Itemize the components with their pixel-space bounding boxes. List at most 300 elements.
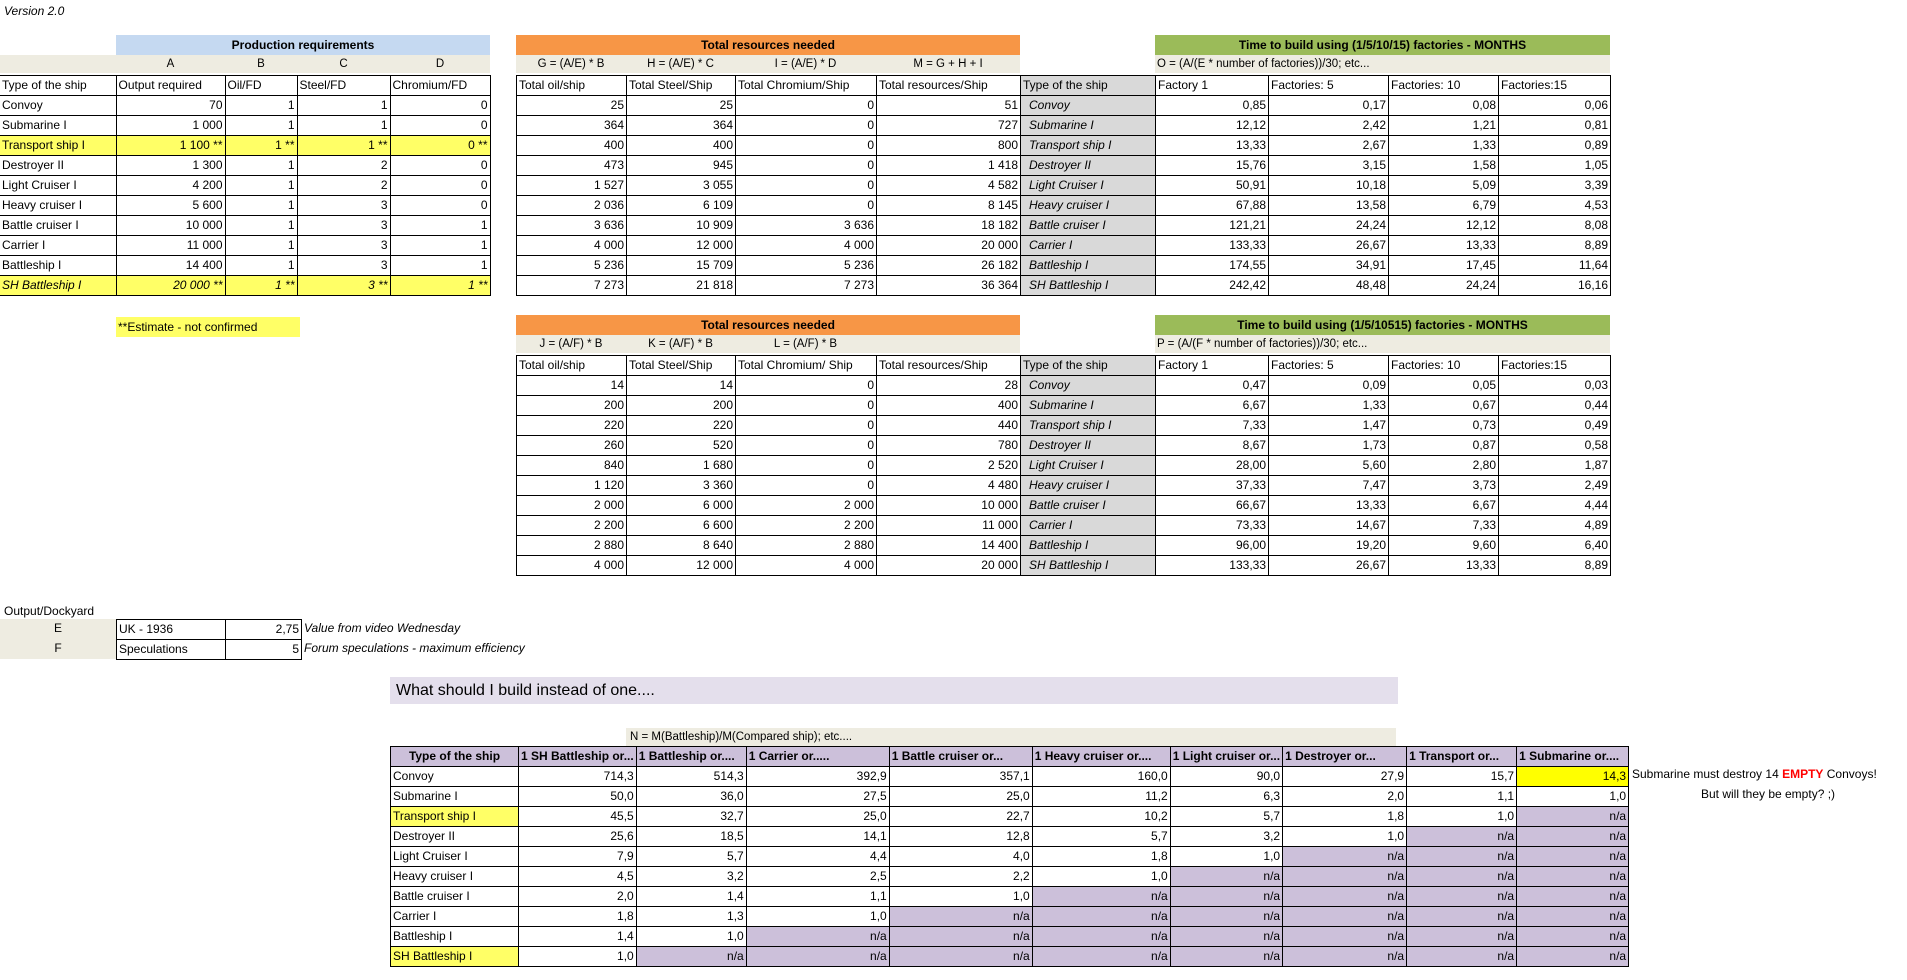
cell-output[interactable]: 20 000 ** — [116, 276, 225, 296]
cell-steel[interactable]: 2 — [297, 156, 390, 176]
time-cell[interactable]: 0,81 — [1499, 116, 1611, 136]
compare-cell[interactable]: n/a — [1407, 947, 1517, 967]
resource-cell[interactable]: 0 — [736, 456, 877, 476]
resource-cell[interactable]: 10 909 — [627, 216, 736, 236]
time-cell[interactable]: 96,00 — [1156, 536, 1269, 556]
compare-cell[interactable]: n/a — [1407, 907, 1517, 927]
resource-cell[interactable]: 3 636 — [517, 216, 627, 236]
resource-cell[interactable]: 200 — [627, 396, 736, 416]
compare-cell[interactable]: n/a — [746, 947, 889, 967]
time-cell[interactable]: 5,09 — [1389, 176, 1499, 196]
compare-cell[interactable]: 25,6 — [519, 827, 637, 847]
time-cell[interactable]: 12,12 — [1389, 216, 1499, 236]
resource-cell[interactable]: 4 000 — [736, 236, 877, 256]
resource-cell[interactable]: 4 480 — [877, 476, 1021, 496]
resource-cell[interactable]: 0 — [736, 436, 877, 456]
compare-cell[interactable]: n/a — [1517, 867, 1629, 887]
ship-name: Transport ship I — [0, 136, 116, 156]
compare-cell[interactable]: 160,0 — [1032, 767, 1170, 787]
resource-cell[interactable]: 28 — [877, 376, 1021, 396]
time-cell[interactable]: 9,60 — [1389, 536, 1499, 556]
compare-cell[interactable]: 2,2 — [889, 867, 1032, 887]
compare-cell[interactable]: n/a — [1032, 947, 1170, 967]
resource-cell[interactable]: 2 520 — [877, 456, 1021, 476]
cell-steel[interactable]: 1 — [297, 116, 390, 136]
compare-cell[interactable]: 90,0 — [1170, 767, 1282, 787]
compare-cell[interactable]: n/a — [1407, 927, 1517, 947]
compare-cell[interactable]: 1,1 — [746, 887, 889, 907]
cell-steel[interactable]: 3 — [297, 256, 390, 276]
compare-cell[interactable]: 3,2 — [636, 867, 746, 887]
compare-cell[interactable]: 1,0 — [1517, 787, 1629, 807]
resource-cell[interactable]: 14 400 — [877, 536, 1021, 556]
resource-cell[interactable]: 11 000 — [877, 516, 1021, 536]
time-cell[interactable]: 8,08 — [1499, 216, 1611, 236]
resource-cell[interactable]: 400 — [877, 396, 1021, 416]
compare-cell[interactable]: 1,1 — [1407, 787, 1517, 807]
compare-cell[interactable]: 1,0 — [1170, 847, 1282, 867]
compare-cell[interactable]: 4,4 — [746, 847, 889, 867]
cell-output[interactable]: 14 400 — [116, 256, 225, 276]
compare-cell[interactable]: n/a — [1032, 887, 1170, 907]
compare-cell[interactable]: n/a — [889, 947, 1032, 967]
resource-cell[interactable]: 1 418 — [877, 156, 1021, 176]
resource-cell[interactable]: 0 — [736, 116, 877, 136]
resource-cell[interactable]: 200 — [517, 396, 627, 416]
time-cell[interactable]: 6,67 — [1156, 396, 1269, 416]
resource-cell[interactable]: 0 — [736, 176, 877, 196]
compare-cell[interactable]: n/a — [1517, 947, 1629, 967]
time-cell[interactable]: 11,64 — [1499, 256, 1611, 276]
cell-oil[interactable]: 1 — [225, 156, 297, 176]
time-cell[interactable]: 7,33 — [1156, 416, 1269, 436]
compare-cell[interactable]: 4,0 — [889, 847, 1032, 867]
time-cell[interactable]: 0,47 — [1156, 376, 1269, 396]
resource-cell[interactable]: 10 000 — [877, 496, 1021, 516]
time-cell[interactable]: 13,58 — [1269, 196, 1389, 216]
resource-cell[interactable]: 1 527 — [517, 176, 627, 196]
resource-cell[interactable]: 2 000 — [517, 496, 627, 516]
cell-output[interactable]: 1 000 — [116, 116, 225, 136]
compare-cell[interactable]: n/a — [1170, 867, 1282, 887]
compare-cell[interactable]: 1,0 — [1407, 807, 1517, 827]
cell-output[interactable]: 4 200 — [116, 176, 225, 196]
time-cell[interactable]: 13,33 — [1156, 136, 1269, 156]
resource-cell[interactable]: 25 — [517, 96, 627, 116]
resource-cell[interactable]: 14 — [517, 376, 627, 396]
compare-cell[interactable]: n/a — [1283, 887, 1407, 907]
time-cell[interactable]: 4,44 — [1499, 496, 1611, 516]
resource-cell[interactable]: 3 636 — [736, 216, 877, 236]
cell-chrom[interactable]: 0 — [390, 196, 490, 216]
time-cell[interactable]: 3,73 — [1389, 476, 1499, 496]
compare-cell[interactable]: 1,0 — [746, 907, 889, 927]
resource-cell[interactable]: 400 — [517, 136, 627, 156]
compare-cell[interactable]: 36,0 — [636, 787, 746, 807]
resource-cell[interactable]: 7 273 — [736, 276, 877, 296]
resource-cell[interactable]: 4 000 — [736, 556, 877, 576]
time-cell[interactable]: 0,67 — [1389, 396, 1499, 416]
time-cell[interactable]: 67,88 — [1156, 196, 1269, 216]
resource-cell[interactable]: 473 — [517, 156, 627, 176]
compare-cell[interactable]: n/a — [1170, 947, 1282, 967]
time-cell[interactable]: 1,33 — [1389, 136, 1499, 156]
resource-cell[interactable]: 400 — [627, 136, 736, 156]
time-cell[interactable]: 26,67 — [1269, 236, 1389, 256]
compare-cell[interactable]: n/a — [1283, 947, 1407, 967]
compare-cell[interactable]: 357,1 — [889, 767, 1032, 787]
time-cell[interactable]: 133,33 — [1156, 556, 1269, 576]
resource-cell[interactable]: 0 — [736, 156, 877, 176]
time-cell[interactable]: 242,42 — [1156, 276, 1269, 296]
time-cell[interactable]: 2,67 — [1269, 136, 1389, 156]
time-cell[interactable]: 6,40 — [1499, 536, 1611, 556]
resource-cell[interactable]: 2 200 — [736, 516, 877, 536]
compare-cell[interactable]: 714,3 — [519, 767, 637, 787]
compare-cell[interactable]: 1,4 — [519, 927, 637, 947]
compare-cell[interactable]: 1,0 — [1283, 827, 1407, 847]
resource-cell[interactable]: 364 — [627, 116, 736, 136]
compare-cell[interactable]: n/a — [1283, 847, 1407, 867]
compare-cell[interactable]: 1,8 — [1283, 807, 1407, 827]
time-cell[interactable]: 24,24 — [1269, 216, 1389, 236]
compare-cell[interactable]: 1,4 — [636, 887, 746, 907]
resource-cell[interactable]: 6 109 — [627, 196, 736, 216]
time-cell[interactable]: 8,89 — [1499, 556, 1611, 576]
compare-cell[interactable]: 15,7 — [1407, 767, 1517, 787]
resource-cell[interactable]: 727 — [877, 116, 1021, 136]
resource-cell[interactable]: 2 880 — [517, 536, 627, 556]
time-cell[interactable]: 19,20 — [1269, 536, 1389, 556]
compare-cell[interactable]: 18,5 — [636, 827, 746, 847]
cell-chrom[interactable]: 0 — [390, 156, 490, 176]
cell-oil[interactable]: 1 — [225, 196, 297, 216]
time-cell[interactable]: 0,89 — [1499, 136, 1611, 156]
time-cell[interactable]: 1,05 — [1499, 156, 1611, 176]
time-cell[interactable]: 133,33 — [1156, 236, 1269, 256]
time-cell[interactable]: 12,12 — [1156, 116, 1269, 136]
time-cell[interactable]: 0,05 — [1389, 376, 1499, 396]
compare-cell[interactable]: n/a — [1517, 827, 1629, 847]
compare-cell[interactable]: n/a — [1170, 927, 1282, 947]
cell-steel[interactable]: 1 ** — [297, 136, 390, 156]
compare-cell[interactable]: 14,3 — [1517, 767, 1629, 787]
resource-cell[interactable]: 364 — [517, 116, 627, 136]
cell-steel[interactable]: 3 — [297, 236, 390, 256]
compare-cell[interactable]: n/a — [1032, 927, 1170, 947]
resource-cell[interactable]: 3 055 — [627, 176, 736, 196]
compare-cell[interactable]: 12,8 — [889, 827, 1032, 847]
resource-cell[interactable]: 0 — [736, 396, 877, 416]
compare-cell[interactable]: n/a — [1517, 807, 1629, 827]
time-cell[interactable]: 121,21 — [1156, 216, 1269, 236]
time-cell[interactable]: 3,39 — [1499, 176, 1611, 196]
cell-chrom[interactable]: 0 ** — [390, 136, 490, 156]
cell-oil[interactable]: 1 ** — [225, 276, 297, 296]
cell-oil[interactable]: 1 ** — [225, 136, 297, 156]
compare-cell[interactable]: 5,7 — [1032, 827, 1170, 847]
time-cell[interactable]: 28,00 — [1156, 456, 1269, 476]
time-cell[interactable]: 66,67 — [1156, 496, 1269, 516]
compare-cell[interactable]: 1,0 — [1032, 867, 1170, 887]
time-cell[interactable]: 0,09 — [1269, 376, 1389, 396]
resource-cell[interactable]: 5 236 — [736, 256, 877, 276]
cell-chrom[interactable]: 1 — [390, 256, 490, 276]
resource-cell[interactable]: 15 709 — [627, 256, 736, 276]
time-cell[interactable]: 0,49 — [1499, 416, 1611, 436]
resource-cell[interactable]: 12 000 — [627, 556, 736, 576]
compare-cell[interactable]: 25,0 — [746, 807, 889, 827]
resource-cell[interactable]: 6 600 — [627, 516, 736, 536]
time-cell[interactable]: 7,33 — [1389, 516, 1499, 536]
resource-cell[interactable]: 0 — [736, 196, 877, 216]
time-cell[interactable]: 1,33 — [1269, 396, 1389, 416]
compare-cell[interactable]: 392,9 — [746, 767, 889, 787]
resource-cell[interactable]: 18 182 — [877, 216, 1021, 236]
cell-steel[interactable]: 3 — [297, 196, 390, 216]
resource-cell[interactable]: 800 — [877, 136, 1021, 156]
cell-steel[interactable]: 3 — [297, 216, 390, 236]
time-cell[interactable]: 34,91 — [1269, 256, 1389, 276]
resource-cell[interactable]: 0 — [736, 376, 877, 396]
resource-cell[interactable]: 2 000 — [736, 496, 877, 516]
time-cell[interactable]: 1,47 — [1269, 416, 1389, 436]
resource-cell[interactable]: 26 182 — [877, 256, 1021, 276]
resource-cell[interactable]: 945 — [627, 156, 736, 176]
compare-cell[interactable]: n/a — [636, 947, 746, 967]
resource-cell[interactable]: 220 — [517, 416, 627, 436]
compare-cell[interactable]: 3,2 — [1170, 827, 1282, 847]
resource-cell[interactable]: 1 680 — [627, 456, 736, 476]
compare-cell[interactable]: n/a — [1407, 847, 1517, 867]
resource-cell[interactable]: 8 145 — [877, 196, 1021, 216]
resource-cell[interactable]: 4 582 — [877, 176, 1021, 196]
cell-steel[interactable]: 2 — [297, 176, 390, 196]
compare-cell[interactable]: n/a — [1283, 867, 1407, 887]
time-cell[interactable]: 48,48 — [1269, 276, 1389, 296]
resource-cell[interactable]: 0 — [736, 96, 877, 116]
resource-cell[interactable]: 220 — [627, 416, 736, 436]
dockyard-value[interactable]: 5 — [226, 640, 302, 660]
compare-cell[interactable]: 32,7 — [636, 807, 746, 827]
cell-steel[interactable]: 3 ** — [297, 276, 390, 296]
resource-cell[interactable]: 4 000 — [517, 236, 627, 256]
cell-oil[interactable]: 1 — [225, 256, 297, 276]
resource-cell[interactable]: 1 120 — [517, 476, 627, 496]
compare-cell[interactable]: n/a — [1407, 887, 1517, 907]
time-cell[interactable]: 0,06 — [1499, 96, 1611, 116]
resource-cell[interactable]: 25 — [627, 96, 736, 116]
time-cell[interactable]: 15,76 — [1156, 156, 1269, 176]
time-cell[interactable]: 6,67 — [1389, 496, 1499, 516]
cell-output[interactable]: 1 300 — [116, 156, 225, 176]
cell-chrom[interactable]: 1 — [390, 236, 490, 256]
resource-cell[interactable]: 51 — [877, 96, 1021, 116]
time-cell[interactable]: 8,67 — [1156, 436, 1269, 456]
compare-cell[interactable]: n/a — [1032, 907, 1170, 927]
ship-name: Light Cruiser I — [391, 847, 519, 867]
compare-cell[interactable]: 4,5 — [519, 867, 637, 887]
resource-cell[interactable]: 4 000 — [517, 556, 627, 576]
compare-cell[interactable]: n/a — [1407, 867, 1517, 887]
formula-j: J = (A/F) * B — [539, 338, 603, 350]
time-cell[interactable]: 13,33 — [1269, 496, 1389, 516]
cell-oil[interactable]: 1 — [225, 236, 297, 256]
compare-cell[interactable]: 50,0 — [519, 787, 637, 807]
compare-cell[interactable]: n/a — [889, 927, 1032, 947]
compare-cell[interactable]: 1,8 — [519, 907, 637, 927]
resource-cell[interactable]: 2 200 — [517, 516, 627, 536]
compare-cell[interactable]: 5,7 — [1170, 807, 1282, 827]
compare-cell[interactable]: 1,8 — [1032, 847, 1170, 867]
compare-cell[interactable]: 5,7 — [636, 847, 746, 867]
cell-output[interactable]: 1 100 ** — [116, 136, 225, 156]
resource-cell[interactable]: 0 — [736, 136, 877, 156]
resource-cell[interactable]: 20 000 — [877, 236, 1021, 256]
remark-part1: Submarine must destroy 14 — [1632, 767, 1783, 781]
compare-cell[interactable]: n/a — [1517, 927, 1629, 947]
time-cell[interactable]: 1,21 — [1389, 116, 1499, 136]
cell-output[interactable]: 10 000 — [116, 216, 225, 236]
time-cell[interactable]: 24,24 — [1389, 276, 1499, 296]
compare-cell[interactable]: n/a — [1170, 887, 1282, 907]
cell-oil[interactable]: 1 — [225, 176, 297, 196]
time-cell[interactable]: 10,18 — [1269, 176, 1389, 196]
cell-chrom[interactable]: 0 — [390, 96, 490, 116]
resource-cell[interactable]: 7 273 — [517, 276, 627, 296]
time-cell[interactable]: 3,15 — [1269, 156, 1389, 176]
time-cell[interactable]: 16,16 — [1499, 276, 1611, 296]
compare-cell[interactable]: n/a — [1170, 907, 1282, 927]
cell-steel[interactable]: 1 — [297, 96, 390, 116]
compare-cell[interactable]: 25,0 — [889, 787, 1032, 807]
resource-cell[interactable]: 0 — [736, 416, 877, 436]
compare-cell[interactable]: n/a — [1283, 927, 1407, 947]
time-cell[interactable]: 4,89 — [1499, 516, 1611, 536]
resource-cell[interactable]: 3 360 — [627, 476, 736, 496]
resource-cell[interactable]: 5 236 — [517, 256, 627, 276]
time-cell[interactable]: 1,87 — [1499, 456, 1611, 476]
cell-output[interactable]: 11 000 — [116, 236, 225, 256]
time-cell[interactable]: 7,47 — [1269, 476, 1389, 496]
time-cell[interactable]: 73,33 — [1156, 516, 1269, 536]
time-cell[interactable]: 13,33 — [1389, 556, 1499, 576]
resource-cell[interactable]: 21 818 — [627, 276, 736, 296]
resource-cell[interactable]: 260 — [517, 436, 627, 456]
time-cell[interactable]: 0,73 — [1389, 416, 1499, 436]
time-cell[interactable]: 4,53 — [1499, 196, 1611, 216]
time-cell[interactable]: 0,44 — [1499, 396, 1611, 416]
time-row — [1021, 556, 1611, 576]
resource-cell[interactable]: 780 — [877, 436, 1021, 456]
resource-cell[interactable]: 12 000 — [627, 236, 736, 256]
time-cell[interactable]: 13,33 — [1389, 236, 1499, 256]
compare-cell[interactable]: 27,9 — [1283, 767, 1407, 787]
compare-cell[interactable]: n/a — [1517, 847, 1629, 867]
cell-chrom[interactable]: 0 — [390, 176, 490, 196]
time-cell[interactable]: 8,89 — [1499, 236, 1611, 256]
compare-cell[interactable]: 514,3 — [636, 767, 746, 787]
compare-cell[interactable]: 1,0 — [889, 887, 1032, 907]
resource-cell[interactable]: 440 — [877, 416, 1021, 436]
compare-cell[interactable]: 11,2 — [1032, 787, 1170, 807]
compare-cell[interactable]: 2,0 — [519, 887, 637, 907]
resource-cell[interactable]: 8 640 — [627, 536, 736, 556]
col-type: Type of the ship — [0, 76, 116, 96]
resource-cell[interactable]: 6 000 — [627, 496, 736, 516]
resource-cell[interactable]: 2 036 — [517, 196, 627, 216]
dockyard-value[interactable]: 2,75 — [226, 620, 302, 640]
compare-cell[interactable]: n/a — [1407, 827, 1517, 847]
time-cell[interactable]: 5,60 — [1269, 456, 1389, 476]
compare-cell[interactable]: 1,0 — [636, 927, 746, 947]
cell-oil[interactable]: 1 — [225, 96, 297, 116]
resource-cell[interactable]: 20 000 — [877, 556, 1021, 576]
cell-chrom[interactable]: 0 — [390, 116, 490, 136]
time-cell[interactable]: 14,67 — [1269, 516, 1389, 536]
compare-cell[interactable]: 2,5 — [746, 867, 889, 887]
time-cell[interactable]: 0,08 — [1389, 96, 1499, 116]
cell-output[interactable]: 5 600 — [116, 196, 225, 216]
time-cell[interactable]: 6,79 — [1389, 196, 1499, 216]
time-cell[interactable]: 0,87 — [1389, 436, 1499, 456]
compare-cell[interactable]: 14,1 — [746, 827, 889, 847]
compare-cell[interactable]: n/a — [1283, 907, 1407, 927]
time-cell[interactable]: 2,80 — [1389, 456, 1499, 476]
ship-name: Heavy cruiser I — [0, 196, 116, 216]
compare-cell[interactable]: 6,3 — [1170, 787, 1282, 807]
time-cell[interactable]: 0,03 — [1499, 376, 1611, 396]
cell-chrom[interactable]: 1 — [390, 216, 490, 236]
col-factories-15: Factories:15 — [1499, 76, 1611, 96]
compare-cell[interactable]: n/a — [1517, 887, 1629, 907]
compare-cell[interactable]: n/a — [1517, 907, 1629, 927]
compare-cell[interactable]: 27,5 — [746, 787, 889, 807]
cell-chrom[interactable]: 1 ** — [390, 276, 490, 296]
time-cell[interactable]: 0,17 — [1269, 96, 1389, 116]
compare-cell[interactable]: 7,9 — [519, 847, 637, 867]
cell-output[interactable]: 70 — [116, 96, 225, 116]
compare-cell[interactable]: 2,0 — [1283, 787, 1407, 807]
time-cell[interactable]: 1,73 — [1269, 436, 1389, 456]
resource-cell[interactable]: 840 — [517, 456, 627, 476]
resource-cell[interactable]: 2 880 — [736, 536, 877, 556]
cell-oil[interactable]: 1 — [225, 216, 297, 236]
compare-cell[interactable]: 22,7 — [889, 807, 1032, 827]
resource-cell[interactable]: 36 364 — [877, 276, 1021, 296]
resource-cell[interactable]: 0 — [736, 476, 877, 496]
time-cell[interactable]: 2,49 — [1499, 476, 1611, 496]
time-cell[interactable]: 17,45 — [1389, 256, 1499, 276]
compare-cell[interactable]: 45,5 — [519, 807, 637, 827]
time-cell[interactable]: 0,58 — [1499, 436, 1611, 456]
time-cell[interactable]: 2,42 — [1269, 116, 1389, 136]
time-cell[interactable]: 26,67 — [1269, 556, 1389, 576]
resource-cell[interactable]: 520 — [627, 436, 736, 456]
compare-cell[interactable]: n/a — [746, 927, 889, 947]
time-cell[interactable]: 0,85 — [1156, 96, 1269, 116]
cell-oil[interactable]: 1 — [225, 116, 297, 136]
time-cell[interactable]: 50,91 — [1156, 176, 1269, 196]
time-cell[interactable]: 1,58 — [1389, 156, 1499, 176]
resource-cell[interactable]: 14 — [627, 376, 736, 396]
compare-cell[interactable]: n/a — [889, 907, 1032, 927]
time-cell[interactable]: 174,55 — [1156, 256, 1269, 276]
compare-cell[interactable]: 1,0 — [519, 947, 637, 967]
compare-cell[interactable]: 1,3 — [636, 907, 746, 927]
compare-cell[interactable]: 10,2 — [1032, 807, 1170, 827]
time-cell[interactable]: 37,33 — [1156, 476, 1269, 496]
